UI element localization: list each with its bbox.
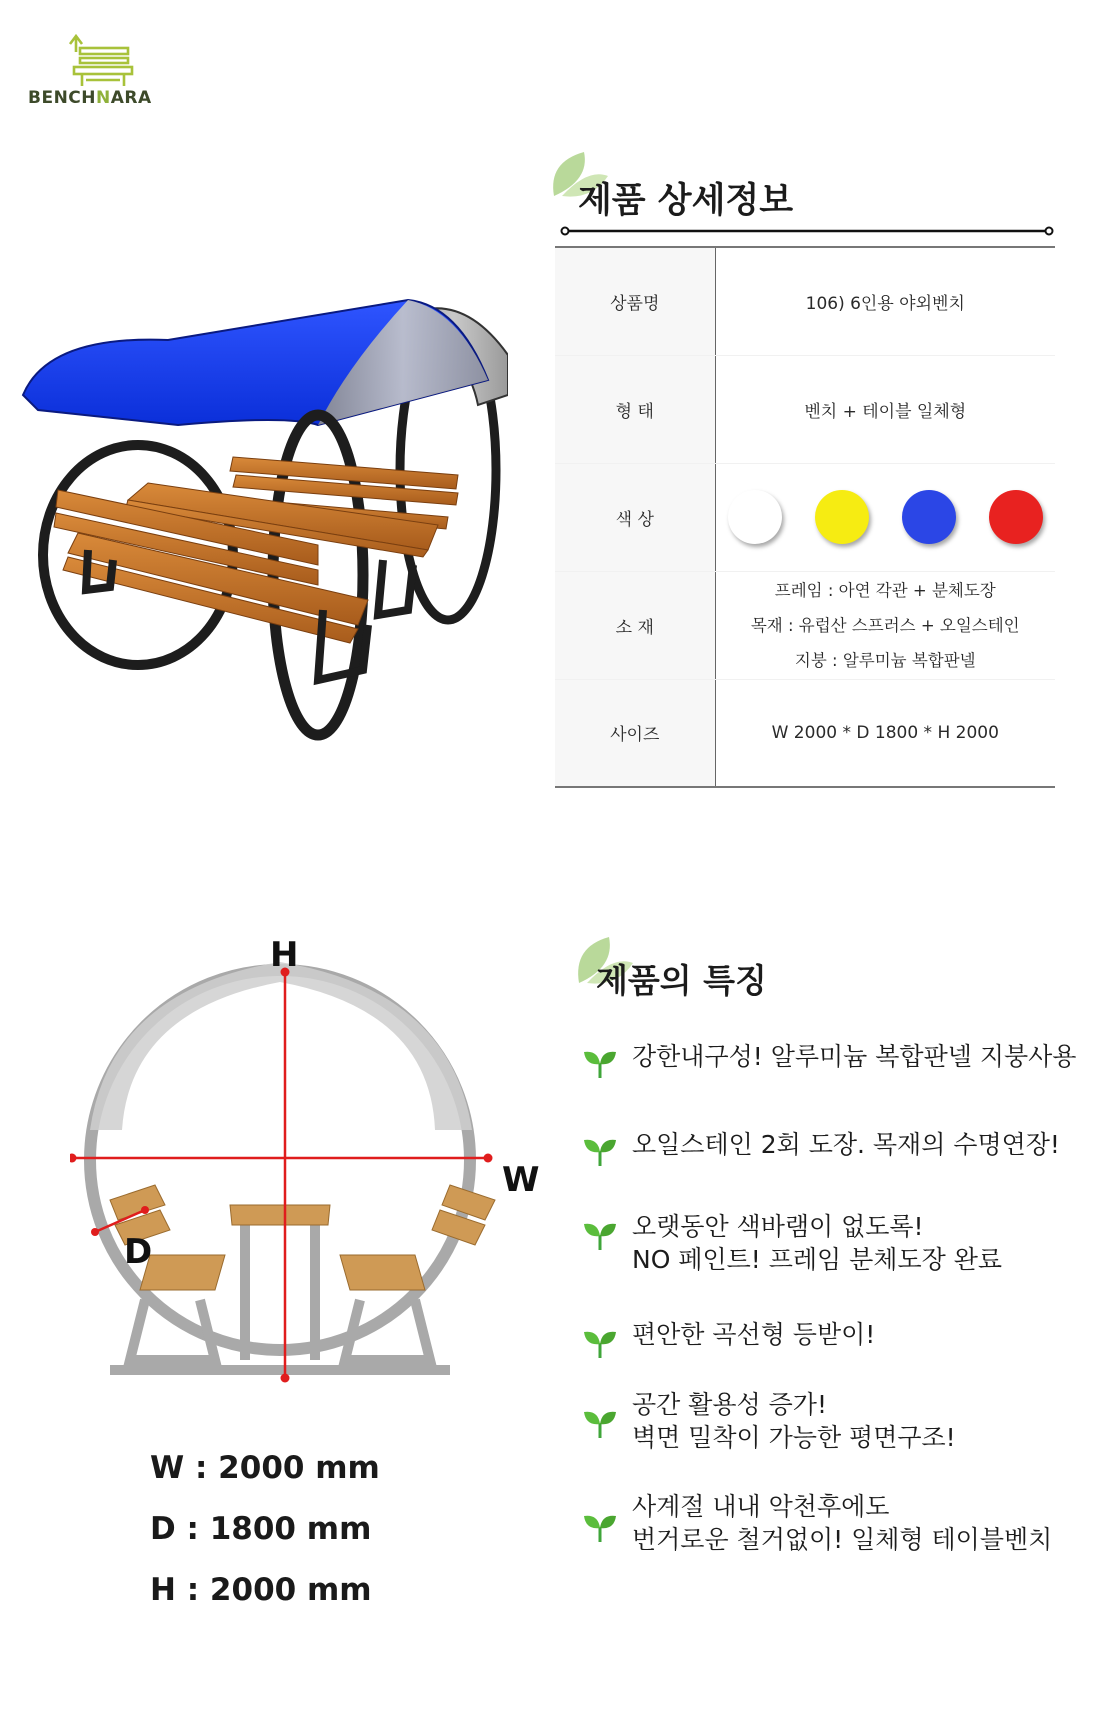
sprout-icon xyxy=(582,1328,618,1358)
feature-text: 공간 활용성 증가! 벽면 밀착이 가능한 평면구조! xyxy=(632,1390,956,1452)
height-label: H xyxy=(270,935,299,975)
color-swatch-red xyxy=(989,490,1043,544)
feature-text: 사계절 내내 악천후에도 번거로운 철거없이! 일체형 테이블벤치 xyxy=(632,1492,1053,1554)
color-swatch-white xyxy=(728,490,782,544)
material-value xyxy=(715,571,1055,679)
spec-section-title: 제품 상세정보 xyxy=(578,181,794,221)
depth-dimension: D : 1800 mm xyxy=(150,1511,372,1547)
row-label: 소 재 xyxy=(555,571,715,679)
product-name-value: 106) 6인용 야외벤치 xyxy=(715,247,1055,355)
sprout-icon xyxy=(582,1048,618,1078)
row-label: 상품명 xyxy=(555,247,715,355)
material-line: 지붕 : 알루미늄 복합판넬 xyxy=(794,650,976,670)
color-swatch-yellow xyxy=(815,490,869,544)
row-label: 형 태 xyxy=(555,355,715,463)
feature-text: 오랫동안 색바램이 없도록! NO 페인트! 프레임 분체도장 완료 xyxy=(632,1212,1002,1274)
form-value: 벤치 + 테이블 일체형 xyxy=(715,355,1055,463)
feature-text: 오일스테인 2회 도장. 목재의 수명연장! xyxy=(632,1130,1060,1159)
sprout-icon xyxy=(582,1512,618,1542)
logo-wordmark: BENCHNARA xyxy=(28,88,152,108)
feature-text: 편안한 곡선형 등받이! xyxy=(632,1320,876,1349)
width-label: W xyxy=(502,1160,540,1200)
table-row xyxy=(555,463,1055,571)
table-row xyxy=(555,571,1055,679)
feature-text: 강한내구성! 알루미늄 복합판넬 지붕사용 xyxy=(632,1042,1077,1071)
spec-table xyxy=(555,246,1055,788)
table-row xyxy=(555,679,1055,787)
bench-logo-icon xyxy=(66,30,136,88)
sprout-icon xyxy=(582,1220,618,1250)
dimension-list xyxy=(150,1450,410,1633)
dimension-diagram xyxy=(70,920,550,1400)
color-options xyxy=(715,463,1055,571)
row-label: 색 상 xyxy=(555,463,715,571)
table-row xyxy=(555,355,1055,463)
product-photo xyxy=(18,295,508,755)
sprout-icon xyxy=(582,1408,618,1438)
width-dimension: W : 2000 mm xyxy=(150,1450,380,1486)
color-swatch-blue xyxy=(902,490,956,544)
size-value: W 2000 * D 1800 * H 2000 xyxy=(715,679,1055,787)
title-underline xyxy=(560,226,1054,236)
sprout-icon xyxy=(582,1136,618,1166)
features-section-title: 제품의 특징 xyxy=(596,961,767,1000)
table-row xyxy=(555,247,1055,355)
row-label: 사이즈 xyxy=(555,679,715,787)
material-line: 목재 : 유럽산 스프러스 + 오일스테인 xyxy=(750,615,1020,635)
brand-logo xyxy=(28,30,168,110)
height-dimension: H : 2000 mm xyxy=(150,1572,372,1608)
depth-label: D xyxy=(124,1232,153,1272)
material-line: 프레임 : 아연 각관 + 분체도장 xyxy=(774,580,996,600)
